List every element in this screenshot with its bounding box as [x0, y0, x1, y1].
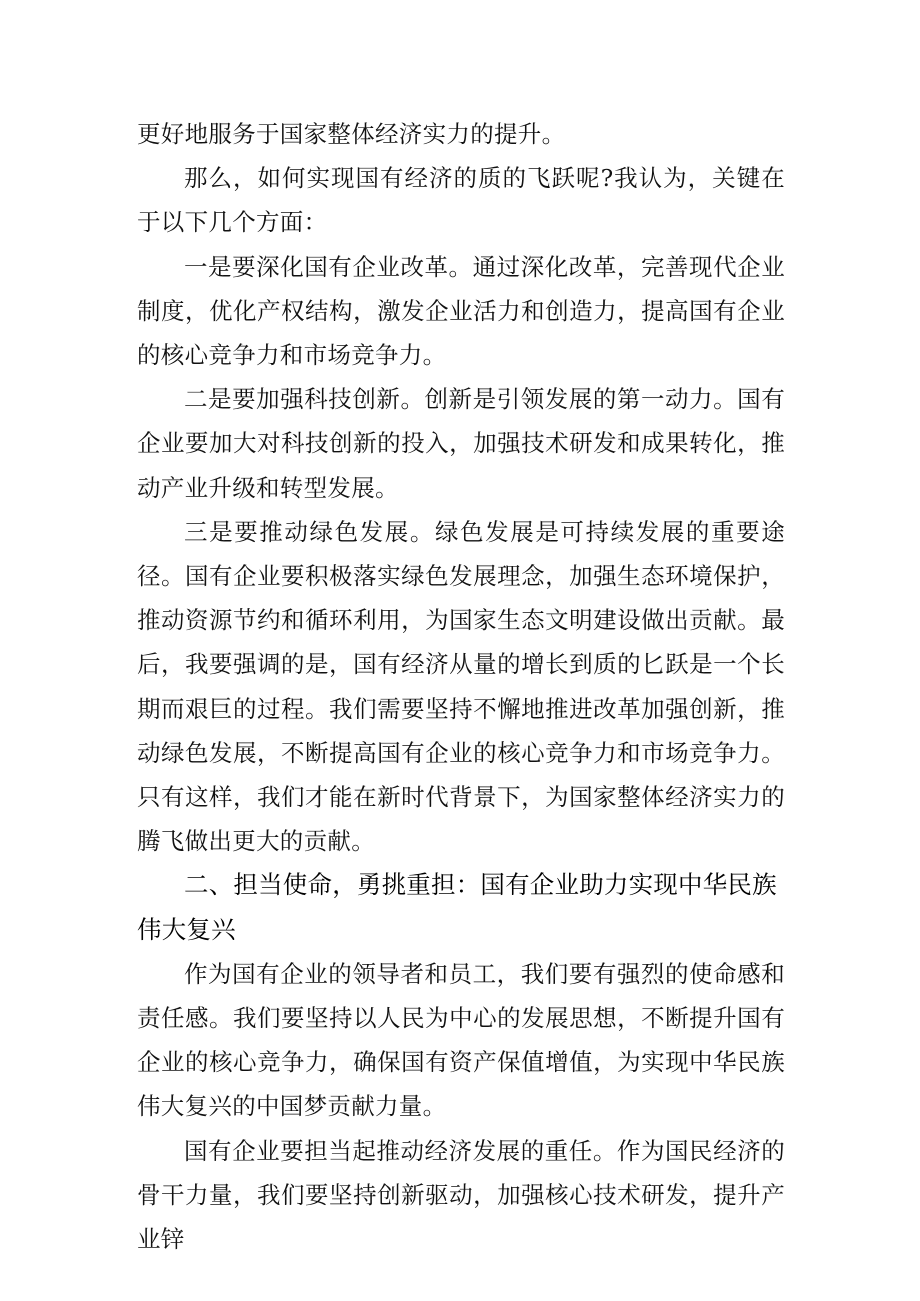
paragraph-question: 那么，如何实现国有经济的质的飞跃呢?我认为，关键在于以下几个方面： — [137, 164, 785, 237]
paragraph-mission: 作为国有企业的领导者和员工，我们要有强烈的使命感和责任感。我们要坚持以人民为中心的发展思想，不断提升国有企业的核心竞争力，确保国有资产保值增值，为实现中华民族伟大复兴的中国梦贡献力量。 — [137, 959, 785, 1121]
paragraph-point-three: 三是要推动绿色发展。绿色发展是可持续发展的重要途径。国有企业要积极落实绿色发展理念，加强生态环境保护，推动资源节约和循环利用，为国家生态文明建设做出贡献。最后，我要强调的是，国有经济从量的增长到质的匕跃是一个长期而艰巨的过程。我们需要坚持不懈地推进改革加强创新，推动绿色发展，不断提高国有企业的核心竞争力和市场竞争力。只有这样，我们才能在新时代背景下，为国家整体经济实力的腾飞做出更大的贡献。 — [137, 517, 785, 856]
paragraph-continuation: 更好地服务于国家整体经济实力的提升。 — [137, 120, 566, 148]
paragraph-responsibility: 国有企业要担当起推动经济发展的重任。作为国民经济的骨干力量，我们要坚持创新驱动，加强核心技术研发，提升产业锌 — [137, 1136, 785, 1254]
paragraph-point-one: 一是要深化国有企业改革。通过深化改革，完善现代企业制度，优化产权结构，激发企业活力和创造力，提高国有企业的核心竞争力和市场竞争力。 — [137, 252, 785, 370]
document-body — [137, 112, 785, 1261]
section-heading: 二、担当使命，勇挑重担：国有企业助力实现中华民族伟大复兴 — [137, 870, 777, 944]
paragraph-point-two: 二是要加强科技创新。创新是引领发展的第一动力。国有企业要加大对科技创新的投入，加强技术研发和成果转化，推动产业升级和转型发展。 — [137, 385, 785, 502]
